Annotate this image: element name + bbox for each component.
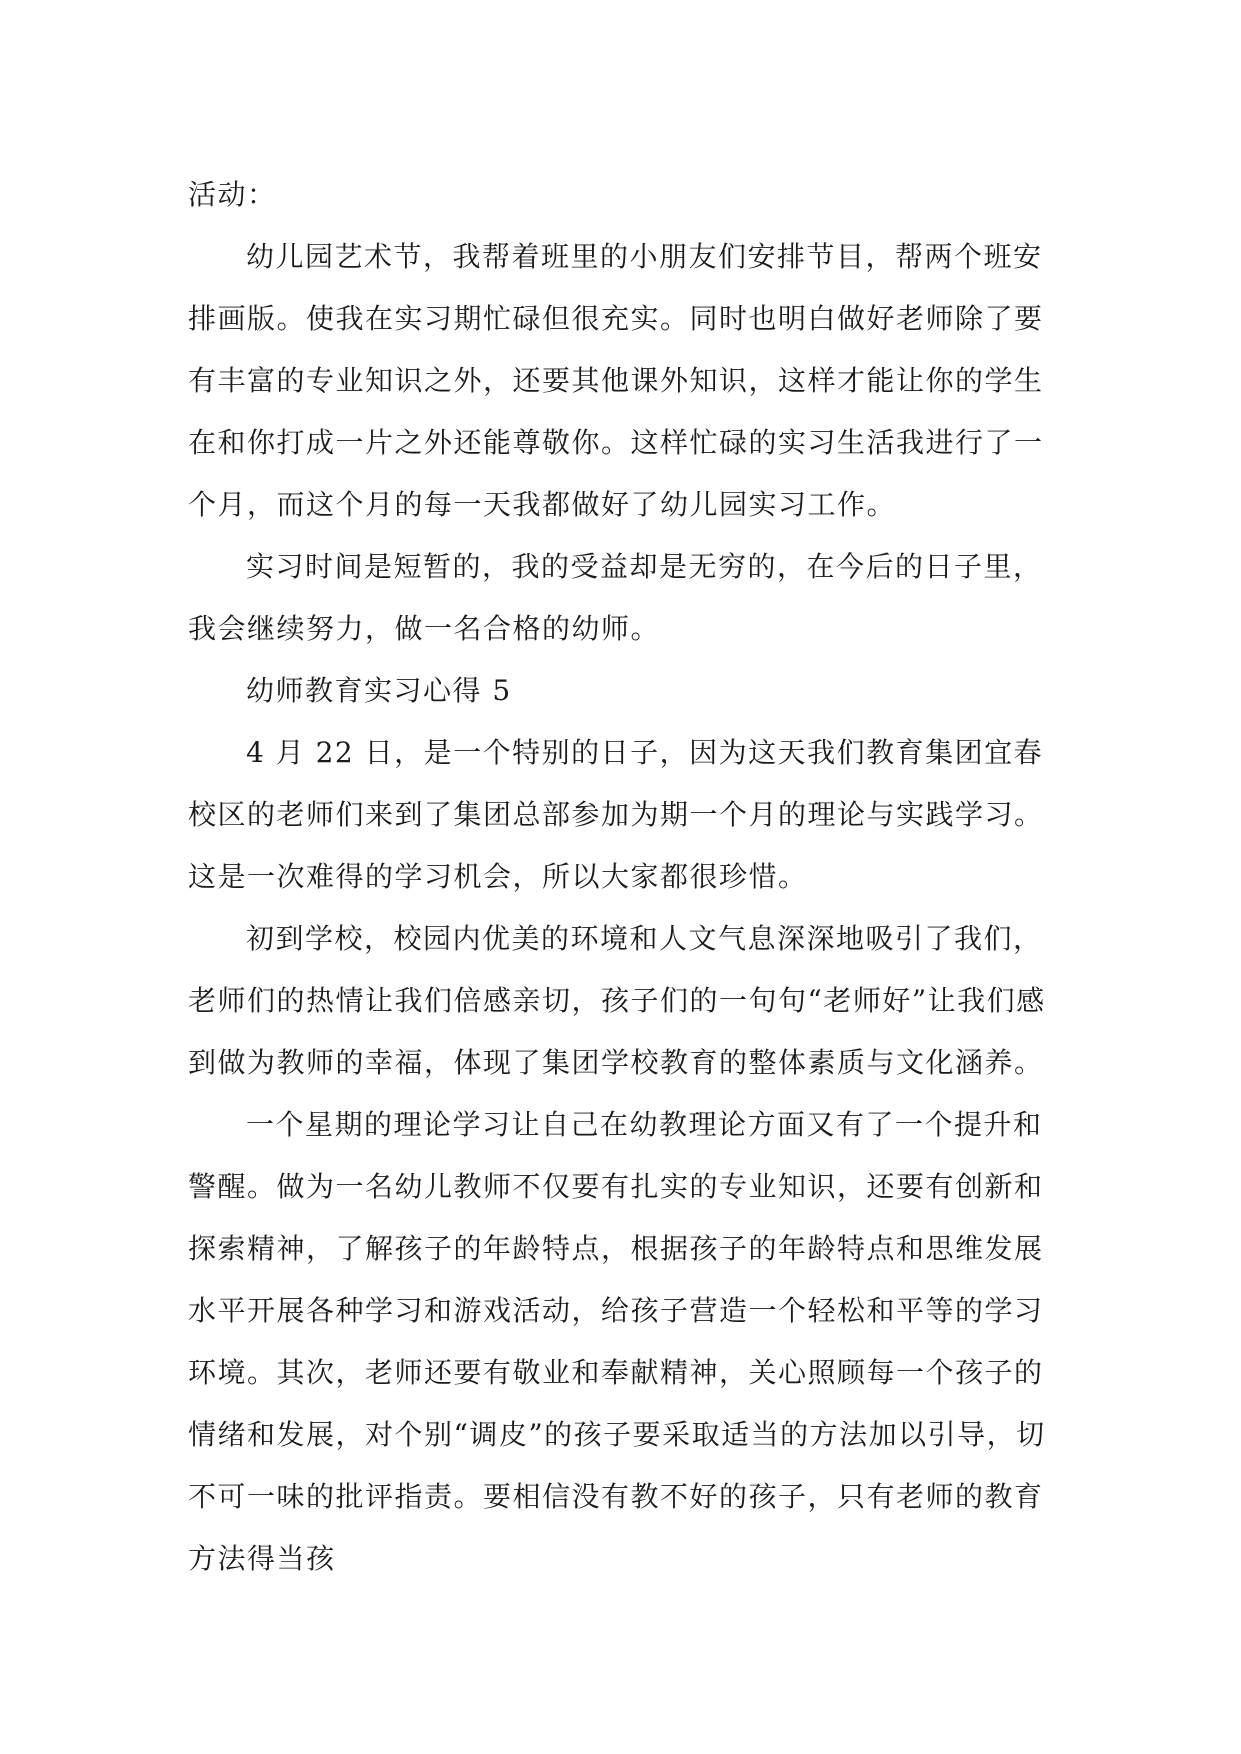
paragraph-activity-label: 活动： [188,178,277,211]
document-body [188,164,1068,1590]
paragraph-april-22: 4 月 22 日，是一个特别的日子，因为这天我们教育集团宜春校区的老师们来到了集团总部参加为期一个月的理论与实践学习。这是一次难得的学习机会，所以大家都很珍惜。 [188,736,1044,893]
paragraph-art-festival: 幼儿园艺术节，我帮着班里的小朋友们安排节目，帮两个班安排画版。使我在实习期忙碌但很充实。同时也明白做好老师除了要有丰富的专业知识之外，还要其他课外知识，这样才能让你的学生在和你打成一片之外还能尊敬你。这样忙碌的实习生活我进行了一个月，而这个月的每一天我都做好了幼儿园实习工作。 [188,240,1044,521]
section-heading: 幼师教育实习心得 5 [246,674,512,707]
paragraph-internship-summary: 实习时间是短暂的，我的受益却是无穷的，在今后的日子里，我会继续努力，做一名合格的幼师。 [188,550,1043,645]
paragraph-theory-study: 一个星期的理论学习让自己在幼教理论方面又有了一个提升和警醒。做为一名幼儿教师不仅要有扎实的专业知识，还要有创新和探索精神，了解孩子的年龄特点，根据孩子的年龄特点和思维发展水平开展各种学习和游戏活动，给孩子营造一个轻松和平等的学习环境。其次，老师还要有敬业和奉献精神，关心照顾每一个孩子的情绪和发展，对个别“调皮”的孩子要采取适当的方法加以引导，切不可一味的批评指责。要相信没有教不好的孩子，只有老师的教育方法得当孩 [188,1108,1046,1575]
paragraph-first-arrival: 初到学校，校园内优美的环境和人文气息深深地吸引了我们，老师们的热情让我们倍感亲切，孩子们的一句句“老师好”让我们感到做为教师的幸福，体现了集团学校教育的整体素质与文化涵养。 [188,922,1046,1079]
